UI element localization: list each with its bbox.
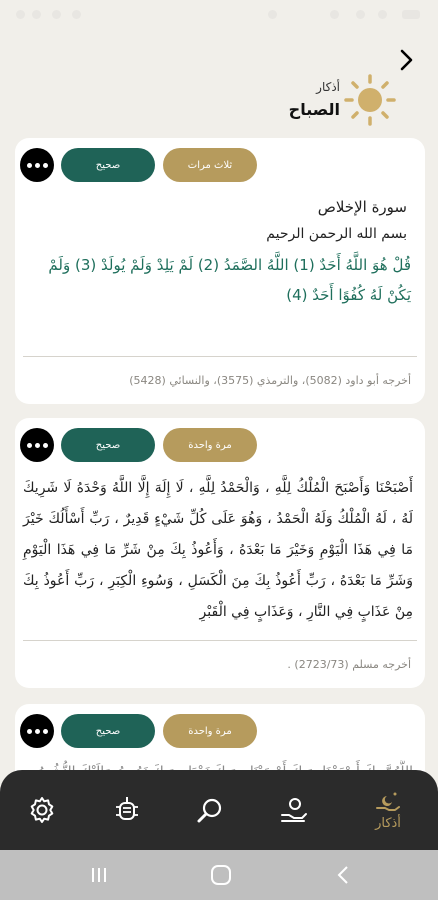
status-dot xyxy=(52,10,61,19)
dot-icon xyxy=(35,443,40,448)
recent-apps-button[interactable] xyxy=(84,863,114,887)
status-dot xyxy=(268,10,277,19)
header xyxy=(0,38,438,133)
nav-tasbeeh[interactable] xyxy=(87,770,167,850)
dhikr-card xyxy=(15,138,425,404)
dot-icon xyxy=(43,163,48,168)
more-options-button[interactable] xyxy=(20,714,54,748)
more-options-button[interactable] xyxy=(20,148,54,182)
count-button[interactable]: مرة واحدة xyxy=(163,428,257,462)
status-dot xyxy=(356,10,365,19)
divider xyxy=(23,640,417,641)
status-dot xyxy=(16,10,25,19)
prayer-beads-icon xyxy=(112,795,142,825)
settings-icon xyxy=(27,795,57,825)
grade-badge[interactable]: صحيح xyxy=(61,148,155,182)
chevron-right-icon xyxy=(397,49,415,71)
nav-charity[interactable] xyxy=(254,770,334,850)
status-dot xyxy=(378,10,387,19)
more-options-button[interactable] xyxy=(20,428,54,462)
divider xyxy=(23,356,417,357)
search-icon xyxy=(195,795,225,825)
home-icon xyxy=(210,864,232,886)
nav-adhkar[interactable] xyxy=(348,770,428,850)
dot-icon xyxy=(35,729,40,734)
surah-title: سورة الإخلاص xyxy=(317,198,407,216)
dot-icon xyxy=(35,163,40,168)
home-button[interactable] xyxy=(206,863,236,887)
count-button[interactable]: ثلاث مرات xyxy=(163,148,257,182)
adhkar-icon xyxy=(373,790,403,814)
back-icon xyxy=(336,865,350,885)
dot-icon xyxy=(27,729,32,734)
dhikr-text: أَصْبَحْنَا وَأَصْبَحَ الْمُلْكُ لِلَّهِ ، وَالْحَمْدُ لِلَّهِ ، لَا إِلَهَ إِلَّا اللَّهُ وَحْدَهُ لَا شَرِيكَ لَهُ ، لَهُ الْمُلْكُ وَلَهُ الْحَمْدُ ، وَهُوَ عَلَى كُلِّ شَيْءٍ قَدِيرٌ ، رَبِّ أَسْأَلُكَ خَيْرَ مَا فِي هَذَا الْيَوْمِ وَخَيْرَ مَا بَعْدَهُ ، وَأَعُوذُ بِكَ مِنْ شَرِّ مَا فِي هَذَا الْيَوْمِ وَشَرِّ مَا بَعْدَهُ ، رَبِّ أَعُوذُ بِكَ مِنَ الْكَسَلِ ، وَسُوءِ الْكِبَرِ ، رَبِّ أَعُوذُ بِكَ مِنْ عَذَابٍ فِي النَّارِ ، وَعَذَابٍ فِي الْقَبْرِ xyxy=(23,480,413,620)
source-reference: أخرجه أبو داود (5082)، والترمذي (3575)، والنسائي (5428) xyxy=(129,374,411,387)
nav-search[interactable] xyxy=(170,770,250,850)
system-navigation-bar xyxy=(0,850,438,900)
source-reference: أخرجه مسلم (2723/73) . xyxy=(287,658,411,671)
status-dot xyxy=(72,10,81,19)
count-button[interactable]: مرة واحدة xyxy=(163,714,257,748)
dot-icon xyxy=(43,443,48,448)
nav-settings[interactable] xyxy=(2,770,82,850)
dot-icon xyxy=(43,729,48,734)
nav-adhkar-label: أذكار xyxy=(375,815,401,831)
page-title: الصباح xyxy=(288,100,340,119)
status-bar xyxy=(0,0,438,32)
status-dot xyxy=(330,10,339,19)
sun-icon xyxy=(344,74,396,126)
status-dot xyxy=(32,10,41,19)
dot-icon xyxy=(27,163,32,168)
dot-icon xyxy=(27,443,32,448)
dhikr-card xyxy=(15,418,425,688)
basmala: بسم الله الرحمن الرحيم xyxy=(266,226,407,242)
header-subtitle: أذكار xyxy=(316,80,340,94)
recent-apps-icon xyxy=(89,866,109,884)
battery-icon xyxy=(402,10,420,19)
bottom-navigation xyxy=(0,770,438,850)
grade-badge[interactable]: صحيح xyxy=(61,428,155,462)
charity-icon xyxy=(279,795,309,825)
back-button[interactable] xyxy=(392,46,420,74)
grade-badge[interactable]: صحيح xyxy=(61,714,155,748)
system-back-button[interactable] xyxy=(328,863,358,887)
dhikr-text: قُلْ هُوَ اللَّهُ أَحَدٌ (1) اللَّهُ الصَّمَدُ (2) لَمْ يَلِدْ وَلَمْ يُولَدْ (3) وَلَمْ يَكُنْ لَهُ كُفُوًا أَحَدٌ (4) xyxy=(48,256,411,304)
